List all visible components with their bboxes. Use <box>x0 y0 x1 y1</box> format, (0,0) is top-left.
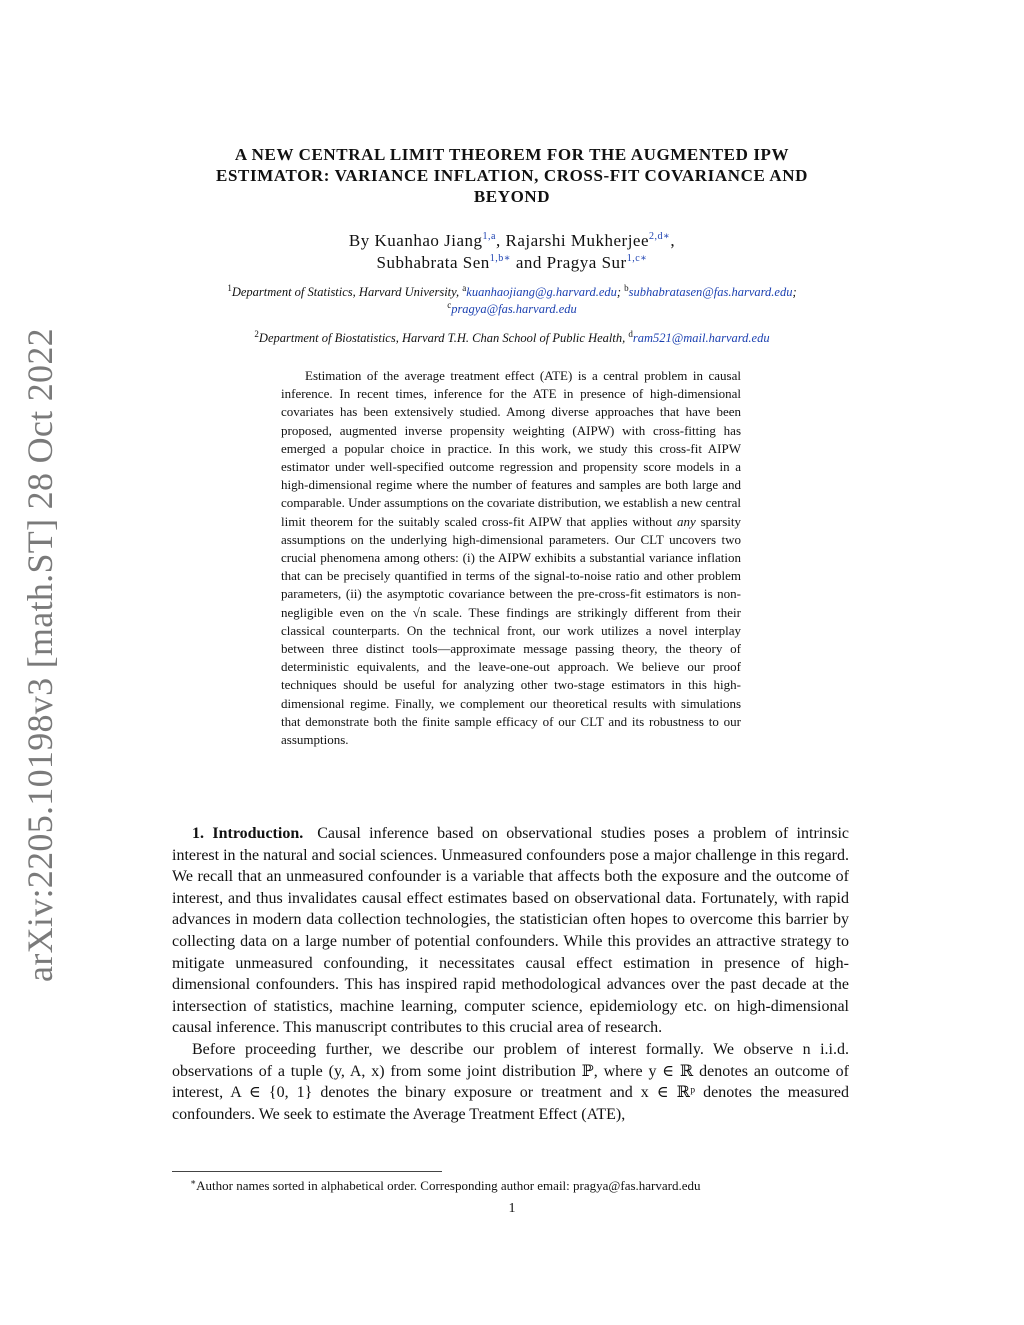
author-3-marks: 1,b∗ <box>489 253 512 264</box>
arxiv-identifier: arXiv:2205.10198v3 [math.ST] 28 Oct 2022 <box>20 328 61 982</box>
footnote-divider <box>172 1171 442 1172</box>
email-c-mark: c <box>447 300 452 310</box>
page-number: 1 <box>508 1201 516 1216</box>
author-and: and <box>515 253 542 272</box>
author-2-marks: 2,d∗ <box>649 231 671 242</box>
affiliation-1-text: Department of Statistics, Harvard University, <box>231 285 460 299</box>
author-by: By <box>348 231 370 250</box>
introduction-section <box>172 823 849 1125</box>
email-b-mark: b <box>624 283 629 293</box>
email-link-d[interactable]: ram521@mail.harvard.edu <box>632 331 770 345</box>
intro-paragraph-2: Before proceeding further, we describe our problem of interest formally. We observe n i.i.d. observations of a tuple (y, A, x) from some joint distribution ℙ, where y ∈ ℝ denotes an outcome of interest, A ∈ {0, 1} denotes the binary exposure or treatment and x ∈ ℝᵖ denotes the measured confounders. We seek to estimate the Average Treatment Effect (ATE), <box>172 1040 849 1123</box>
title-line-1: A NEW CENTRAL LIMIT THEOREM FOR THE AUGMENTED IPW <box>234 145 790 164</box>
affiliation-2-text: Department of Biostatistics, Harvard T.H. Chan School of Public Health, <box>258 331 626 345</box>
paper-title <box>180 144 844 207</box>
arxiv-side-stamp <box>8 328 72 982</box>
section-heading: 1. Introduction. <box>192 825 304 842</box>
author-3-name: Subhabrata Sen <box>376 253 490 272</box>
footnote-text: Author names sorted in alphabetical order. Corresponding author email: pragya@fas.harvard.edu <box>196 1178 701 1193</box>
email-link-b[interactable]: subhabratasen@fas.harvard.edu <box>628 285 793 299</box>
email-link-a[interactable]: kuanhaojiang@g.harvard.edu <box>466 285 617 299</box>
footnote <box>190 1178 850 1194</box>
email-d-mark: d <box>628 329 633 339</box>
author-1-marks: 1,a <box>482 231 496 242</box>
author-2-name: Rajarshi Mukherjee <box>505 231 650 250</box>
author-1-name: Kuanhao Jiang <box>374 231 483 250</box>
author-4-marks: 1,c∗ <box>626 253 648 264</box>
affiliation-2 <box>120 330 904 347</box>
intro-paragraph-1 <box>172 823 849 1039</box>
author-list: By Kuanhao Jiang$^{1,a}$, Rajarshi Mukherjee$^{2,d∗}$, Subhabrata Sen$^{1,b∗}$ and Pragya Sur$^{1,c∗}$ <box>348 231 676 272</box>
email-link-c[interactable]: pragya@fas.harvard.edu <box>451 302 577 316</box>
footnote-mark: ∗ <box>190 1177 197 1187</box>
title-line-3: BEYOND <box>473 187 551 206</box>
abstract-part-1: Estimation of the average treatment effect (ATE) is a central problem in causal inference. In recent times, inference for the ATE in presence of high-dimensional covariates has been extensively studied. Among diverse approaches that have been proposed, augmented inverse propensity weighting (AIPW) with cross-fitting has emerged a popular choice in practice. In this work, we study this cross-fit AIPW estimator under well-specified outcome regression and propensity score models in a high-dimensional regime where the number of features and samples are both large and comparable. Under assumptions on the covariate distribution, we establish a new central limit theorem for the suitably scaled cross-fit AIPW that applies without <box>281 368 741 529</box>
title-line-2: ESTIMATOR: VARIANCE INFLATION, CROSS-FIT COVARIANCE AND <box>216 166 808 185</box>
email-a-mark: a <box>462 283 467 293</box>
author-4-name: Pragya Sur <box>546 253 627 272</box>
intro-paragraph-1-text: Causal inference based on observational studies poses a problem of intrinsic interest in the natural and social sciences. Unmeasured confounders pose a major challenge in this regard. We recall that an unmeasured confounder is a variable that affects both the exposure and the outcome of interest, and thus invalidates causal effect estimates based on observational data. Fortunately, with rapid advances in modern data collection technologies, the statistician often hopes to overcome this barrier by collecting data on a large number of potential confounders. While this provides an attractive strategy to mitigate unmeasured confounding, it necessitates causal effect estimation in presence of high-dimensional confounders. This has inspired rapid methodological advances over the past decade at the intersection of statistics, machine learning, computer science, epidemiology etc. on high-dimensional causal inference. This manuscript contributes to this crucial area of research. <box>172 825 849 1037</box>
affiliation-1-number: 1 <box>227 283 232 293</box>
abstract-part-2: sparsity assumptions on the underlying high-dimensional parameters. Our CLT uncovers two crucial phenomena among others: (i) the AIPW exhibits a substantial variance inflation that can be precisely quantified in terms of the signal-to-noise ratio and other problem parameters, (ii) the asymptotic covariance between the pre-cross-fit estimators is non-negligible even on the √n scale. These findings are strikingly different from their classical counterparts. On the technical front, our work utilizes a novel interplay between three distinct tools—approximate message passing theory, the theory of deterministic equivalents, and the leave-one-out approach. We believe our proof techniques should be useful for analyzing other two-stage estimators in this high-dimensional regime. Finally, we complement our theoretical results with simulations that demonstrate both the finite sample efficacy of our CLT and its robustness to our assumptions. <box>281 513 742 748</box>
affiliation-1: $^1$Department of Statistics, Harvard University, $^a$kuanhaojiang@g.harvard.edu; $^b$subhabratasen@fas.harvard.edu; $^c$pragya@fas.harvard.edu <box>227 283 797 316</box>
affiliation-2-number: 2 <box>254 329 259 339</box>
abstract-emphasis: any <box>676 513 696 529</box>
abstract <box>281 367 741 749</box>
